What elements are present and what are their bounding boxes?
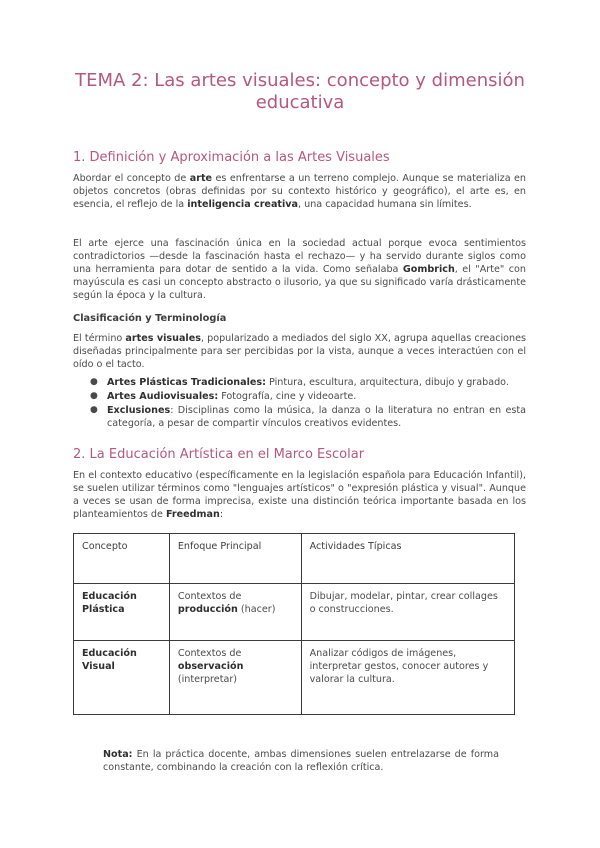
table-cell-concept: Educación Plástica (74, 584, 170, 641)
table-cell-activities: Dibujar, modelar, pintar, crear collages o construcciones. (301, 584, 514, 641)
page-title: TEMA 2: Las artes visuales: concepto y dimensión educativa (75, 70, 525, 113)
note-paragraph: Nota: En la práctica docente, ambas dimensiones suelen entrelazarse de forma constante, combinando la creación con la reflexión crítica. (103, 749, 499, 773)
table-cell-activities: Analizar códigos de imágenes, interpretar gestos, conocer autores y valorar la cultura. (301, 641, 514, 715)
table-header-cell: Concepto (74, 534, 170, 584)
subheading-classification: Clasificación y Terminología (73, 313, 227, 324)
table-cell-focus: Contextos de producción (hacer) (169, 584, 301, 641)
section-1-paragraph-2: El arte ejerce una fascinación única en la sociedad actual porque evoca sentimientos contradictorios —desde la fascinación hasta el rechazo— y ha servido durante siglos como una herramienta para dotar de sentido a la vida. Como señalaba Gombrich, el "Arte" con mayúscula es casi un concepto abstracto o ilusorio, ya que su significado varía drásticamente según la época y la cultura. (73, 238, 526, 301)
education-comparison-table (73, 533, 515, 715)
table-row (74, 641, 515, 715)
table-cell-focus: Contextos de observación (interpretar) (169, 641, 301, 715)
table-header-row (74, 534, 515, 584)
bullet-icon: ● (90, 377, 98, 387)
bullet-icon: ● (90, 405, 98, 415)
list-item: ● Artes Audiovisuales: Fotografía, cine y videoarte. (90, 391, 357, 402)
section-2-heading: 2. La Educación Artística en el Marco Escolar (73, 447, 365, 462)
table-header-cell: Actividades Típicas (301, 534, 514, 584)
table-row (74, 584, 515, 641)
section-1-paragraph-3: El término artes visuales, popularizado a mediados del siglo XX, agrupa aquellas creaciones diseñadas principalmente para ser percibidas por la vista, aunque a veces interactúen con el oído o el tacto. (73, 333, 526, 370)
table-cell-concept: Educación Visual (74, 641, 170, 715)
list-item: ● Exclusiones: Disciplinas como la música, la danza o la literatura no entran en esta categoría, a pesar de compartir vínculos creativos evidentes. (90, 405, 526, 429)
table-header-cell: Enfoque Principal (169, 534, 301, 584)
section-1-heading: 1. Definición y Aproximación a las Artes Visuales (73, 150, 390, 165)
section-1-paragraph-1: Abordar el concepto de arte es enfrentarse a un terreno complejo. Aunque se materializa en objetos concretos (obras definidas por su contexto histórico y geográfico), el arte es, en esencia, el reflejo de la inteligencia creativa, una capacidad humana sin límites. (73, 173, 527, 210)
bullet-icon: ● (90, 391, 98, 401)
section-2-paragraph-1: En el contexto educativo (específicamente en la legislación española para Educación Infantil), se suelen utilizar términos como "lenguajes artísticos" o "expresión plástica y visual". Aunque a veces se usan de forma imprecisa, existe una distinción teórica importante basada en los planteamientos de Freedman: (73, 470, 526, 520)
list-item: ● Artes Plásticas Tradicionales: Pintura, escultura, arquitectura, dibujo y grabado. (90, 377, 509, 388)
classification-list (73, 376, 526, 431)
